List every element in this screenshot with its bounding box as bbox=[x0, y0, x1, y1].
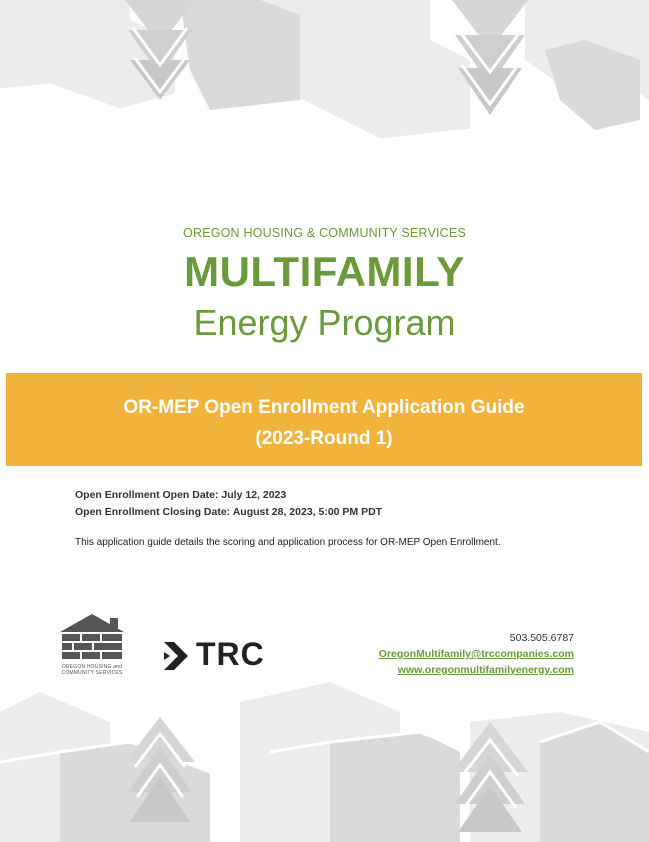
contact-block bbox=[379, 630, 574, 678]
bottom-decorative-pattern bbox=[0, 682, 649, 842]
enrollment-dates bbox=[75, 487, 382, 521]
closing-date: Open Enrollment Closing Date: August 28, 2023, 5:00 PM PDT bbox=[75, 506, 383, 518]
guide-round: (2023-Round 1) bbox=[255, 428, 393, 449]
open-date: Open Enrollment Open Date: July 12, 2023 bbox=[75, 489, 287, 501]
program-subtitle: Energy Program bbox=[193, 302, 456, 343]
trc-arrow-icon bbox=[160, 640, 192, 672]
guide-banner bbox=[6, 373, 642, 466]
top-decorative-pattern bbox=[0, 0, 649, 140]
ohcs-logo-caption: OREGON HOUSING and COMMUNITY SERVICES bbox=[61, 664, 123, 676]
guide-title: OR-MEP Open Enrollment Application Guide bbox=[123, 397, 525, 418]
contact-phone: 503.505.6787 bbox=[509, 632, 574, 644]
program-title: MULTIFAMILY bbox=[184, 248, 465, 295]
contact-website-link[interactable]: www.oregonmultifamilyenergy.com bbox=[397, 664, 574, 676]
trc-logo-text: TRC bbox=[196, 636, 265, 672]
intro-text: This application guide details the scoring and application process for OR-MEP Open Enrollment. bbox=[75, 537, 501, 548]
organization-kicker: OREGON HOUSING & COMMUNITY SERVICES bbox=[183, 226, 466, 240]
contact-email-link[interactable]: OregonMultifamily@trccompanies.com bbox=[378, 648, 574, 660]
